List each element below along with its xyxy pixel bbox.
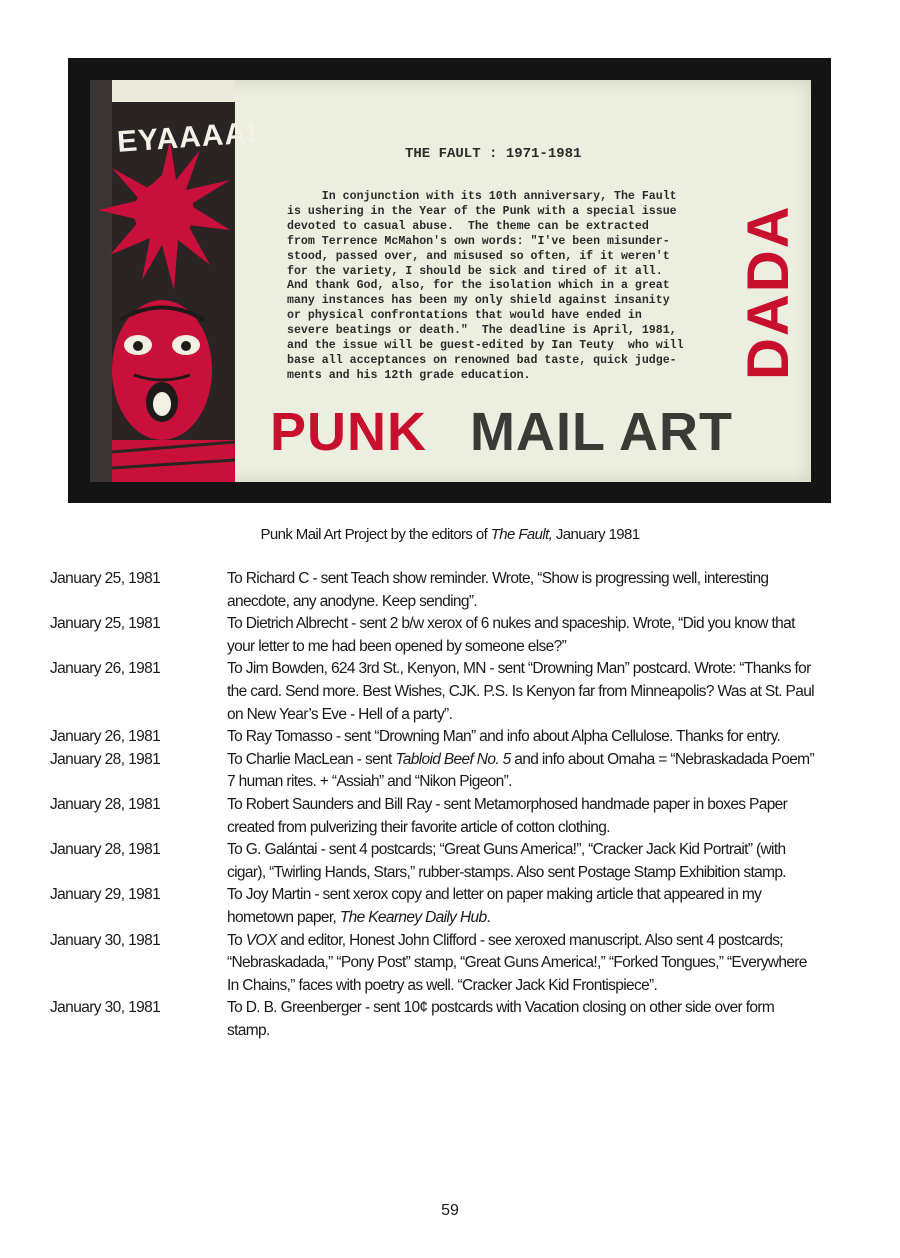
letter-line: And thank God, also, for the isolation which in a great	[287, 279, 670, 293]
entry-text	[227, 839, 817, 884]
letter-line: many instances has been my only shield against insanity	[287, 294, 670, 308]
woodcut-strip	[90, 80, 259, 482]
entry-text-part: To Charlie MacLean - sent	[227, 750, 396, 768]
letter-line: and the issue will be guest-edited by Ian Teuty who will	[287, 339, 684, 353]
entry-date: January 25, 1981	[50, 570, 161, 587]
entry-date: January 28, 1981	[50, 841, 161, 859]
entry-date: January 26, 1981	[50, 660, 161, 678]
log-entry	[50, 839, 830, 884]
entry-text-title: VOX	[245, 931, 277, 949]
log-entry	[50, 997, 830, 1042]
letter-line: base all acceptances on renowned bad taste, quick judge-	[287, 353, 677, 367]
letter-line: for the variety, I should be sick and tired of it all.	[287, 264, 663, 278]
letter-line: In conjunction with its 10th anniversary, The Fault	[287, 190, 677, 203]
dada-vertical-text: DADA	[736, 204, 801, 380]
log-entry	[50, 658, 830, 726]
log-entry	[50, 930, 830, 998]
log-entry	[50, 794, 830, 839]
mail-art-card	[90, 80, 811, 482]
log-entry	[50, 613, 830, 658]
entry-text-part: and editor, Honest John Clifford - see xeroxed manuscript. Also sent 4 postcards; “Nebraskadada,” “Pony Post” stamp, “Great Guns America!,” “Forked Tongues,” “Everywhere In Chains,” faces with poetry as well. “Cracker Jack Kid Frontispiece”.	[227, 931, 807, 994]
entry-text	[227, 568, 817, 613]
letter-body	[287, 190, 727, 384]
letter-line: devoted to casual abuse. The theme can be extracted	[287, 219, 649, 233]
entry-text	[227, 997, 817, 1042]
entry-date: January 28, 1981	[50, 795, 161, 813]
entry-text-part: To D. B. Greenberger - sent 10¢ postcards with Vacation closing on other side over form stamp.	[227, 999, 775, 1039]
log-entry	[50, 884, 830, 929]
entry-text	[227, 930, 817, 998]
entry-text-part: To Dietrich Albrecht - sent 2 b/w xerox of 6 nukes and spaceship. Wrote, “Did you know that your letter to me had been opened by someone else?”	[227, 615, 795, 655]
letter-line: stood, passed over, and misused so often, if it weren't	[287, 249, 670, 263]
entry-text-part: To Ray Tomasso - sent “Drowning Man” and info about Alpha Cellulose. Thanks for entry.	[227, 728, 781, 746]
entry-text-part: To Robert Saunders and Bill Ray - sent Metamorphosed handmade paper in boxes Paper created from pulverizing their favorite article of cotton clothing.	[227, 795, 788, 836]
entry-text	[227, 794, 817, 839]
log-entry	[50, 749, 830, 794]
entry-date: January 26, 1981	[50, 728, 161, 746]
figure-caption	[0, 526, 900, 543]
caption-title: The Fault,	[490, 526, 553, 543]
log-entry	[50, 568, 830, 613]
entry-text	[227, 726, 817, 749]
entry-text-part: .	[486, 908, 491, 926]
letter-line: is ushering in the Year of the Punk with a special issue	[287, 204, 677, 218]
letter-line: severe beatings or death." The deadline is April, 1981,	[287, 324, 677, 338]
entry-date: January 30, 1981	[50, 931, 161, 949]
entry-date: January 30, 1981	[50, 999, 161, 1017]
entry-text-part: and info about Omaha = “Nebraskadada Poem” 7 human rites. + “Assiah” and “Nikon Pigeon”.	[227, 750, 814, 791]
correspondence-log	[50, 568, 830, 1042]
entry-text	[227, 749, 817, 794]
letter-title: THE FAULT : 1971-1981	[405, 146, 582, 162]
entry-text-part: To Richard C - sent Teach show reminder. Wrote, “Show is progressing well, interesting anecdote, any anodyne. Keep sending”.	[227, 570, 769, 610]
log-entry	[50, 726, 830, 749]
page-number: 59	[441, 1202, 459, 1219]
headline-mail-art: MAIL ART	[470, 402, 733, 462]
entry-text-title: Tabloid Beef No. 5	[395, 750, 511, 768]
entry-text	[227, 613, 817, 658]
entry-text-part: To Joy Martin - sent xerox copy and letter on paper making article that appeared in my hometown paper,	[227, 886, 762, 926]
entry-date: January 29, 1981	[50, 886, 161, 904]
entry-text-part: To	[227, 931, 246, 949]
entry-date: January 25, 1981	[50, 615, 161, 633]
letter-line: or physical confrontations that would have ended in	[287, 309, 642, 323]
entry-text	[227, 884, 817, 929]
entry-text-title: The Kearney Daily Hub	[339, 908, 487, 926]
letter-line: from Terrence McMahon's own words: "I've been misunder-	[287, 234, 670, 248]
woodcut-label: EYAAAA!	[116, 116, 259, 159]
entry-text-part: To Jim Bowden, 624 3rd St., Kenyon, MN - sent “Drowning Man” postcard. Wrote: “Thanks for the card. Send more. Best Wishes, CJK. P.S. Is Kenyon far from Minneapolis? Was at St. Paul on New Year’s Eve - Hell of a party”.	[227, 660, 814, 723]
caption-before: Punk Mail Art Project by the editors of	[260, 526, 491, 543]
letter-line: ments and his 12th grade education.	[287, 368, 531, 382]
entry-text-part: To G. Galántai - sent 4 postcards; “Great Guns America!”, “Cracker Jack Kid Portrait” (with cigar), “Twirling Hands, Stars,” rubber-stamps. Also sent Postage Stamp Exhibition stamp.	[227, 841, 786, 881]
mail-art-photo	[68, 58, 831, 503]
headline-punk: PUNK	[270, 402, 428, 462]
entry-date: January 28, 1981	[50, 750, 161, 768]
caption-after: January 1981	[552, 526, 640, 543]
entry-text	[227, 658, 817, 726]
